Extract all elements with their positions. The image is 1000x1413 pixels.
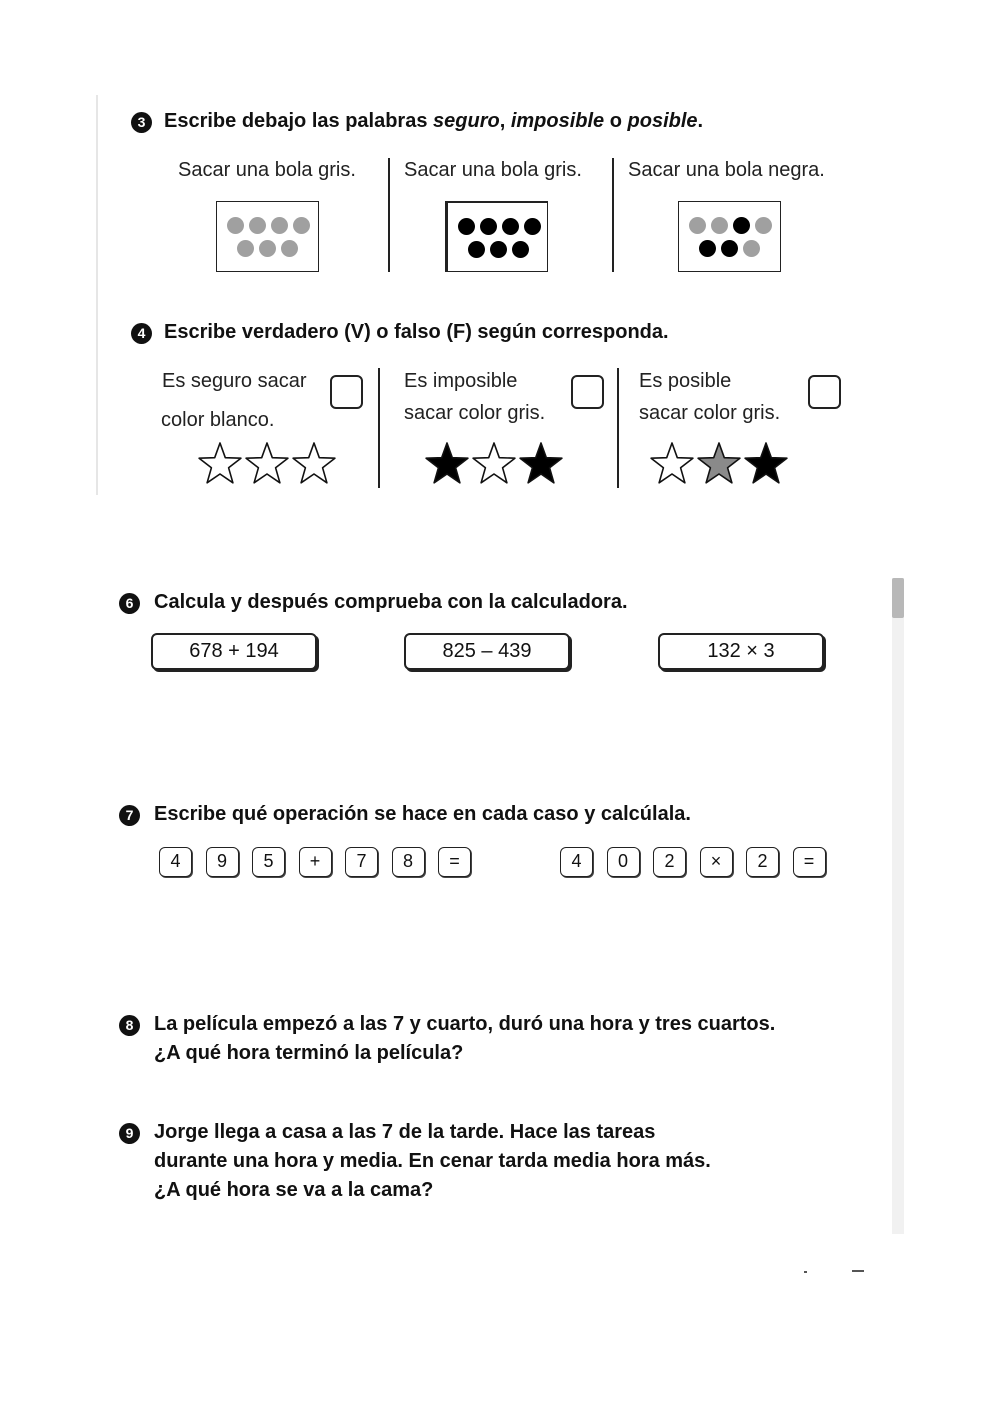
ball-gray [293, 217, 310, 234]
operation-box-1: 678 + 194 [151, 633, 317, 670]
ball-gray [249, 217, 266, 234]
question-4-title: Escribe verdadero (V) o falso (F) según corresponda. [164, 321, 669, 343]
column-divider [378, 368, 380, 488]
scan-mark [852, 1270, 864, 1272]
star-gray [698, 443, 740, 483]
ball-black [733, 217, 750, 234]
operation-box-2: 825 – 439 [404, 633, 570, 670]
question-number-badge: 8 [119, 1015, 140, 1036]
ball-black [480, 218, 497, 235]
star-white [473, 443, 515, 483]
col2-statement-line1: Es imposible [404, 370, 518, 392]
col2-statement-line2: sacar color gris. [404, 402, 546, 424]
answer-box-3[interactable] [808, 375, 841, 409]
ball-box-3 [678, 201, 781, 272]
calculator-key: 0 [607, 847, 640, 877]
star-white [651, 443, 693, 483]
ball-black [721, 240, 738, 257]
calculator-key: 2 [653, 847, 686, 877]
title-sep: o [604, 110, 628, 132]
column-divider [617, 368, 619, 488]
star-black [426, 443, 468, 483]
star-white [246, 443, 288, 483]
answer-box-2[interactable] [571, 375, 604, 409]
col2-label: Sacar una bola gris. [404, 159, 582, 181]
col1-statement-line2: color blanco. [161, 409, 275, 431]
word-seguro: seguro [433, 110, 500, 132]
col1-statement-line1: Es seguro sacar [162, 370, 307, 392]
calculator-key: = [793, 847, 826, 877]
ball-black [458, 218, 475, 235]
ball-black [524, 218, 541, 235]
question-8-line1: La película empezó a las 7 y cuarto, duró una hora y tres cuartos. [154, 1013, 776, 1035]
ball-gray [227, 217, 244, 234]
calculator-key: 2 [746, 847, 779, 877]
question-number-badge: 9 [119, 1123, 140, 1144]
ball-gray [755, 217, 772, 234]
ball-black [490, 241, 507, 258]
ball-box-2 [445, 201, 548, 272]
ball-gray [281, 240, 298, 257]
ball-black [468, 241, 485, 258]
calculator-key: × [700, 847, 733, 877]
question-6-title: Calcula y después comprueba con la calculadora. [154, 591, 628, 613]
question-9-line2: durante una hora y media. En cenar tarda media hora más. [154, 1150, 711, 1172]
col3-statement-line2: sacar color gris. [639, 402, 781, 424]
star-black [745, 443, 787, 483]
calculator-key: 5 [252, 847, 285, 877]
ball-box-1 [216, 201, 319, 272]
word-imposible: imposible [510, 110, 605, 132]
question-number-badge: 7 [119, 805, 140, 826]
ball-black [502, 218, 519, 235]
calculator-key: 9 [206, 847, 239, 877]
scrollbar-thumb[interactable] [892, 578, 904, 618]
question-3-title [164, 110, 703, 133]
star-group-1 [196, 440, 341, 488]
title-sep: , [499, 110, 511, 132]
word-posible: posible [627, 110, 698, 132]
ball-gray [237, 240, 254, 257]
star-group-3 [648, 440, 793, 488]
ball-black [699, 240, 716, 257]
calculator-key: 4 [560, 847, 593, 877]
ball-gray [711, 217, 728, 234]
question-9-line3: ¿A qué hora se va a la cama? [154, 1179, 434, 1201]
answer-box-1[interactable] [330, 375, 363, 409]
calculator-key: 7 [345, 847, 378, 877]
operation-box-3: 132 × 3 [658, 633, 824, 670]
calculator-key: = [438, 847, 471, 877]
question-number-badge: 3 [131, 112, 152, 133]
scan-mark [804, 1271, 807, 1273]
col3-statement-line1: Es posible [639, 370, 732, 392]
column-divider [612, 158, 614, 272]
star-black [520, 443, 562, 483]
title-end: . [697, 110, 704, 132]
left-margin-line [96, 95, 98, 495]
question-8-line2: ¿A qué hora terminó la película? [154, 1042, 464, 1064]
star-group-2 [423, 440, 568, 488]
col1-label: Sacar una bola gris. [178, 159, 356, 181]
col3-label: Sacar una bola negra. [628, 159, 825, 181]
question-7-title: Escribe qué operación se hace en cada caso y calcúlala. [154, 803, 691, 825]
ball-black [512, 241, 529, 258]
ball-gray [743, 240, 760, 257]
star-white [199, 443, 241, 483]
calculator-key: + [299, 847, 332, 877]
question-number-badge: 6 [119, 593, 140, 614]
ball-gray [259, 240, 276, 257]
question-number-badge: 4 [131, 323, 152, 344]
question-9-line1: Jorge llega a casa a las 7 de la tarde. Hace las tareas [154, 1121, 656, 1143]
calculator-key: 4 [159, 847, 192, 877]
star-white [293, 443, 335, 483]
ball-gray [689, 217, 706, 234]
title-text: Escribe debajo las palabras [164, 110, 434, 132]
ball-gray [271, 217, 288, 234]
scrollbar-track [892, 578, 904, 1234]
column-divider [388, 158, 390, 272]
calculator-key: 8 [392, 847, 425, 877]
